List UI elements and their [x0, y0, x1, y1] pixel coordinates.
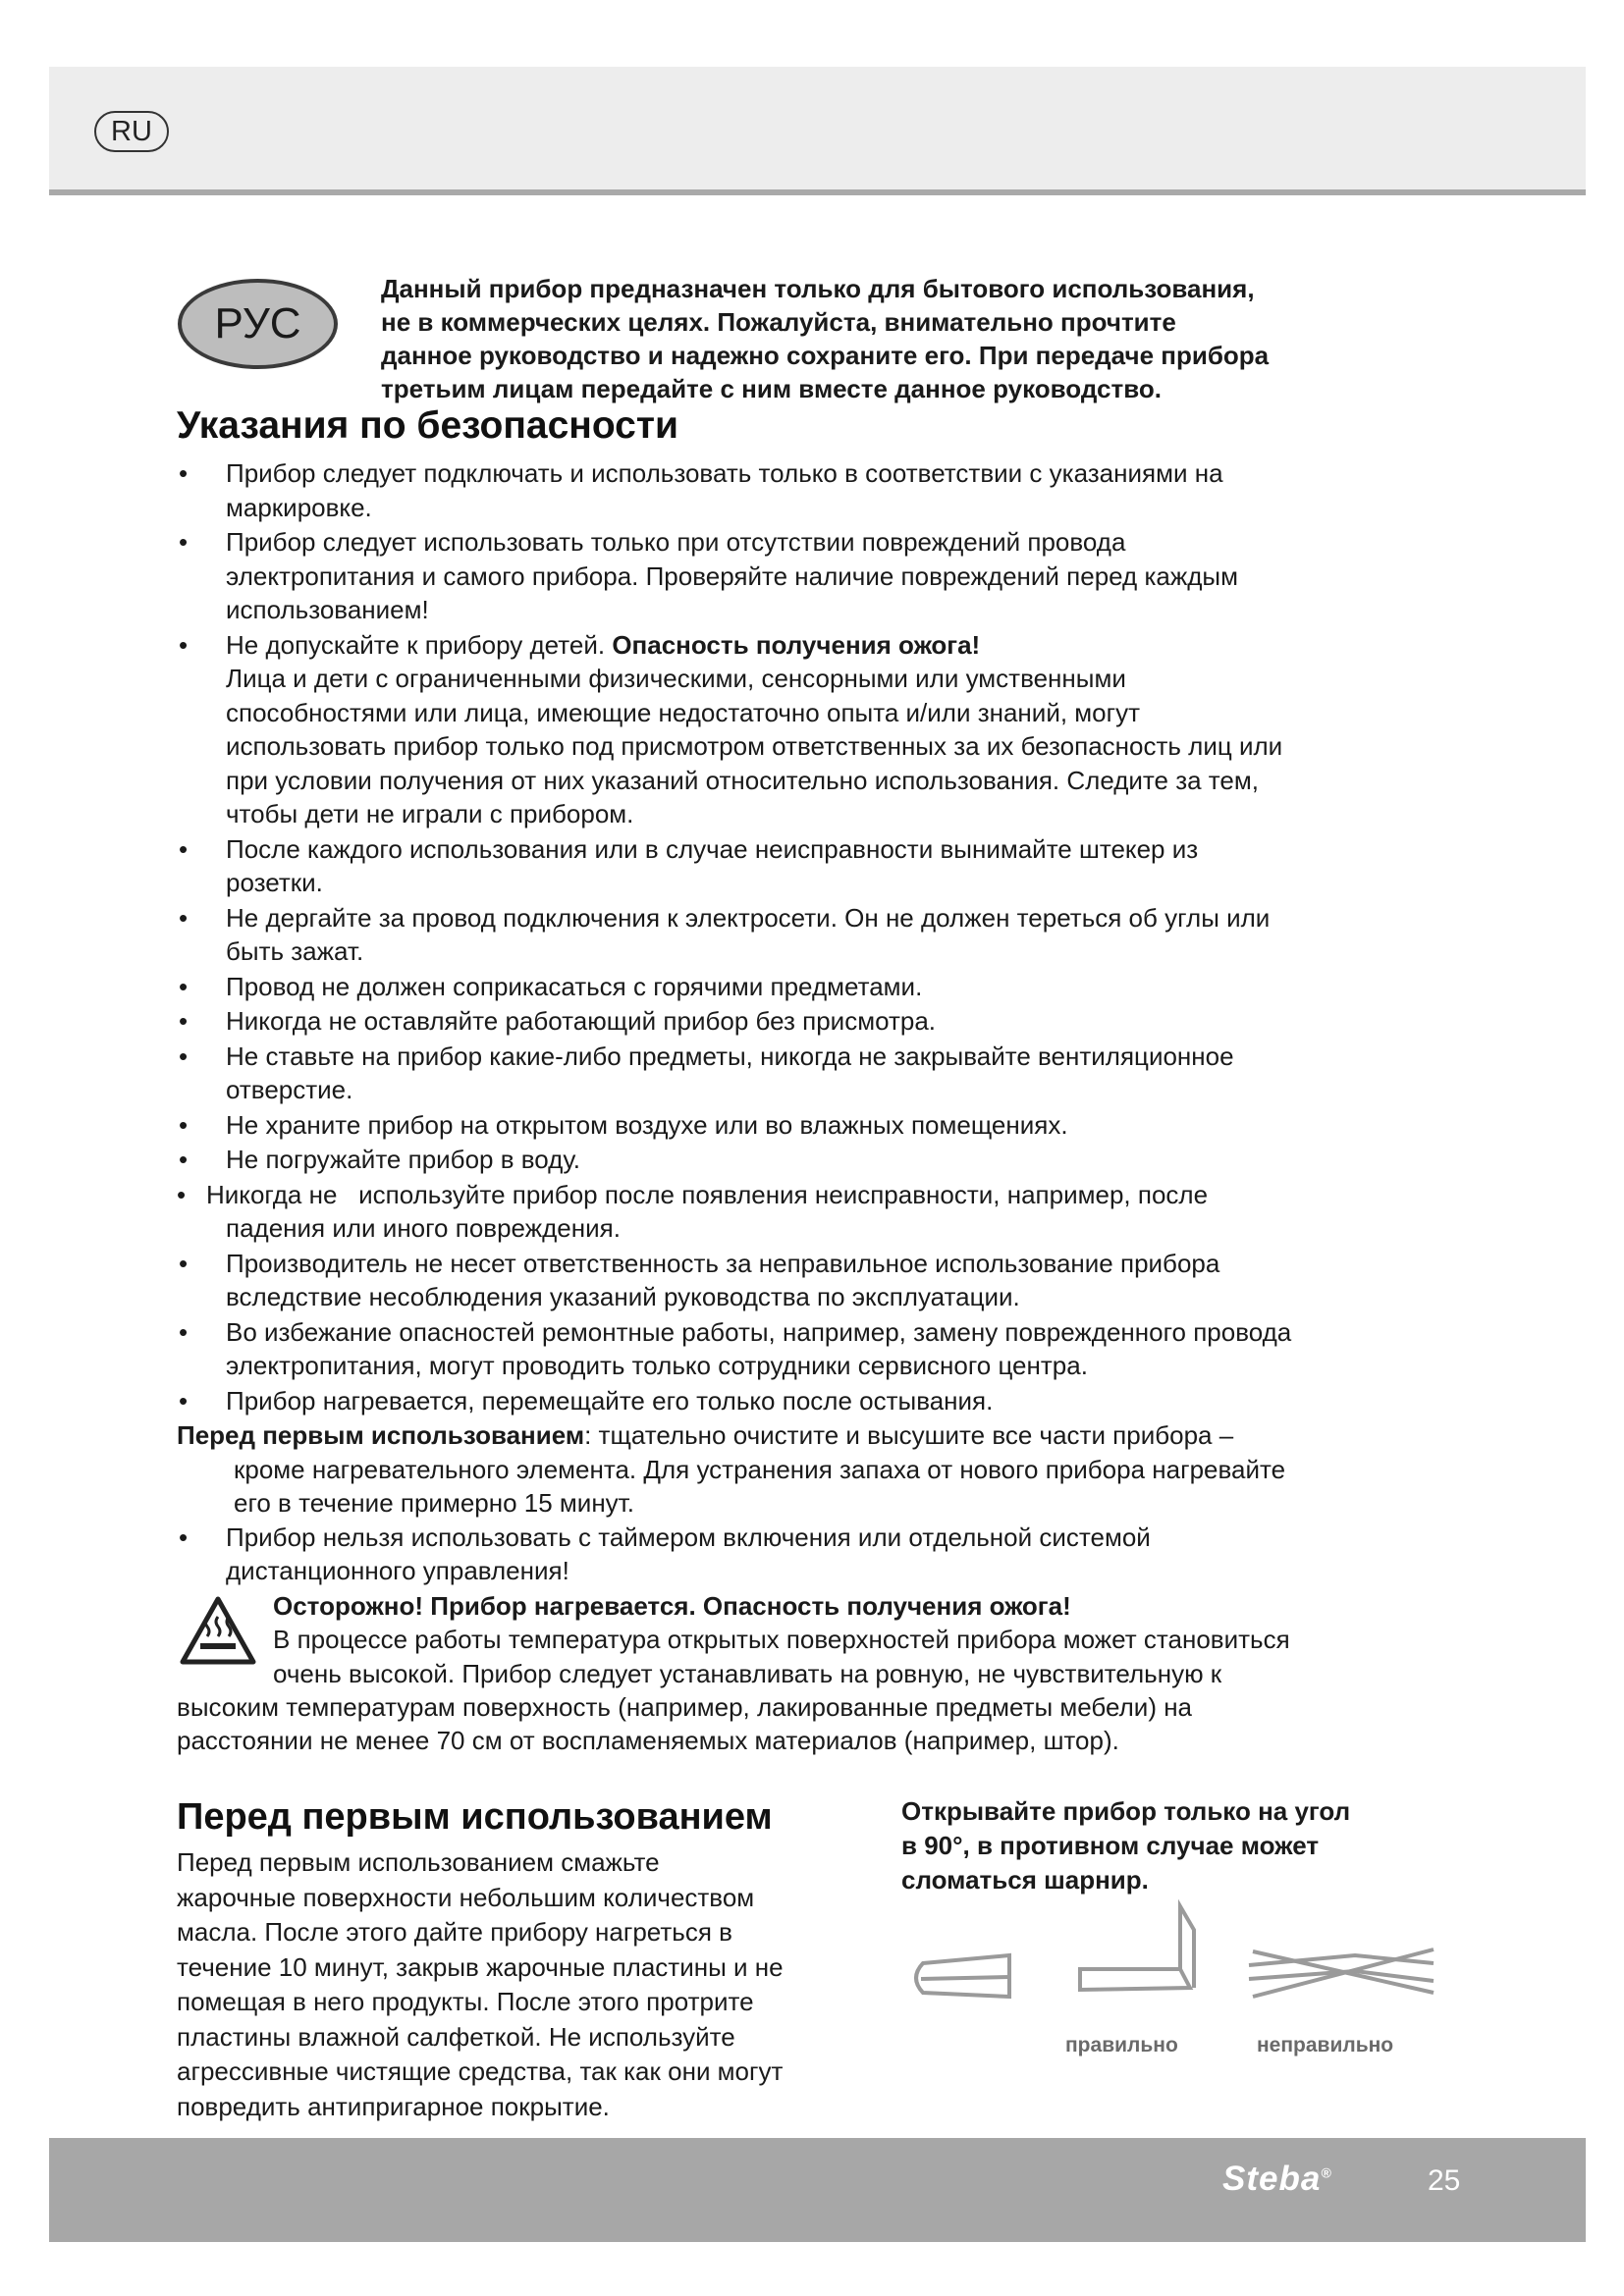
list-item: • Производитель не несет ответственность за неправильное использование прибора вследствие несоблюдения указаний руководства по эксплуатации. [179, 1248, 1220, 1311]
list-item: • Прибор нагревается, перемещайте его только после остывания. [177, 1384, 1453, 1418]
bullet: • [179, 1385, 189, 1415]
hot-surface-warning: Осторожно! Прибор нагревается. Опасность получения ожога! В процессе работы температура открытых поверхностей прибора может становиться очень высокой. Прибор следует устанавливать на ровную, не чувствительную к [177, 1589, 1453, 1691]
list-item: • Не ставьте на прибор какие-либо предметы, никогда не закрывайте вентиляционное отверстие. [179, 1041, 1234, 1104]
language-oval-badge: РУС [178, 279, 338, 369]
steba-logo: Steba® [1222, 2160, 1332, 2198]
header-divider [49, 189, 1586, 195]
language-badge: RU [94, 111, 169, 152]
intro-line: Данный прибор предназначен только для бытового использования, [381, 274, 1255, 303]
list-item: • Прибор следует использовать только при отсутствии повреждений провода электропитания и самого прибора. Проверяйте наличие повреждений перед каждым использованием! [179, 527, 1238, 624]
list-item: • Не храните прибор на открытом воздухе или во влажных помещениях. [177, 1108, 1453, 1143]
bullet: • [179, 971, 189, 1001]
list-item: • Не погружайте прибор в воду. [177, 1143, 1453, 1177]
hinge-diagram [903, 1895, 1453, 2091]
closed-grill-drawing [916, 1955, 1009, 1997]
first-use-heading: Перед первым использованием [177, 1796, 773, 1838]
intro-line: третьим лицам передайте с ним вместе данное руководство. [381, 374, 1162, 403]
hinge-diagram-drawing [903, 1895, 1453, 2091]
list-item: • После каждого использования или в случае неисправности вынимайте штекер из розетки. [179, 833, 1199, 897]
correct-label: правильно [1065, 2034, 1178, 2056]
bullet: • [179, 629, 189, 660]
list-item: • Прибор нельзя использовать с таймером включения или отдельной системой дистанционного управления! [179, 1522, 1151, 1585]
first-use-paragraph: Перед первым использованием смажьте жарочные поверхности небольшим количеством масла. После этого дайте прибору нагреться в течение 10 минут, закрыв жарочные пластины и не помещая в него продукты. После этого протрите пластины влажной салфеткой. Не используйте агрессивные чистящие средства, так как они могут повредить антипригарное покрытие. [177, 1847, 784, 2121]
list-item: • Провод не должен соприкасаться с горячими предметами. [177, 970, 1453, 1004]
bullet: • [179, 458, 189, 488]
hot-surface-warning-icon [179, 1595, 257, 1666]
safety-list [177, 456, 1453, 1758]
footer-band [49, 2138, 1586, 2242]
correct-open-drawing [1080, 1906, 1194, 1990]
page-number: 25 [1428, 2164, 1461, 2197]
list-item: • Никогда не используйте прибор после появления неисправности, например, после падения или иного повреждения. [177, 1179, 1209, 1243]
warning-title: Осторожно! Прибор нагревается. Опасность получения ожога! [273, 1590, 1071, 1621]
header-band [49, 67, 1586, 189]
intro-line: не в коммерческих целях. Пожалуйста, внимательно прочтите [381, 307, 1176, 337]
list-item: • Не допускайте к прибору детей. Опасность получения ожога! Лица и дети с ограниченными физическими, сенсорными или умственными способностями или лица, имеющие недостаточно опыта и/или знаний, могут использовать прибор только под присмотром ответственных за их безопасность лиц или при условии получения от них указаний относительно использования. Следите за тем, чтобы дети не играли с прибором. [179, 629, 1283, 828]
hinge-note: Открывайте прибор только на угол в 90°, в противном случае может сломаться шарнир. [901, 1796, 1351, 1895]
bullet: • [179, 527, 189, 557]
bullet: • [179, 1041, 189, 1071]
incorrect-open-drawing [1249, 1949, 1434, 1997]
bullet: • [179, 833, 189, 864]
bullet: • [179, 1248, 189, 1278]
bullet: • [179, 1006, 189, 1036]
list-item: • Не дергайте за провод подключения к электросети. Он не должен тереться об углы или быть зажат. [179, 902, 1271, 966]
list-item: • Никогда не оставляйте работающий прибор без присмотра. [177, 1004, 1453, 1039]
list-item: • Во избежание опасностей ремонтные работы, например, замену поврежденного провода электропитания, могут проводить только сотрудники сервисного центра. [179, 1316, 1292, 1380]
bullet: • [179, 902, 189, 933]
bullet: • [179, 1522, 189, 1552]
burn-danger-text: Опасность получения ожога! [612, 629, 981, 660]
bullet: • [179, 1145, 189, 1174]
list-item: • Прибор следует подключать и использовать только в соответствии с указаниями на маркировке. [179, 458, 1223, 522]
intro-line: данное руководство и надежно сохраните его. При передаче прибора [381, 341, 1270, 370]
safety-heading: Указания по безопасности [177, 404, 678, 447]
intro-paragraph [381, 272, 1402, 405]
warning-continuation: высоким температурам поверхность (например, лакированные предметы мебели) на расстоянии не менее 70 см от воспламеняемых материалов (например, штор). [177, 1691, 1193, 1755]
incorrect-label: неправильно [1257, 2034, 1394, 2056]
bullet: • [177, 1179, 187, 1209]
bullet: • [179, 1109, 189, 1140]
bullet: • [179, 1316, 189, 1347]
before-first-use-paragraph: Перед первым использованием: тщательно очистите и высушите все части прибора – кроме нагревательного элемента. Для устранения запаха от нового прибора нагревайте его в течение примерно 15 минут. [177, 1420, 1286, 1518]
